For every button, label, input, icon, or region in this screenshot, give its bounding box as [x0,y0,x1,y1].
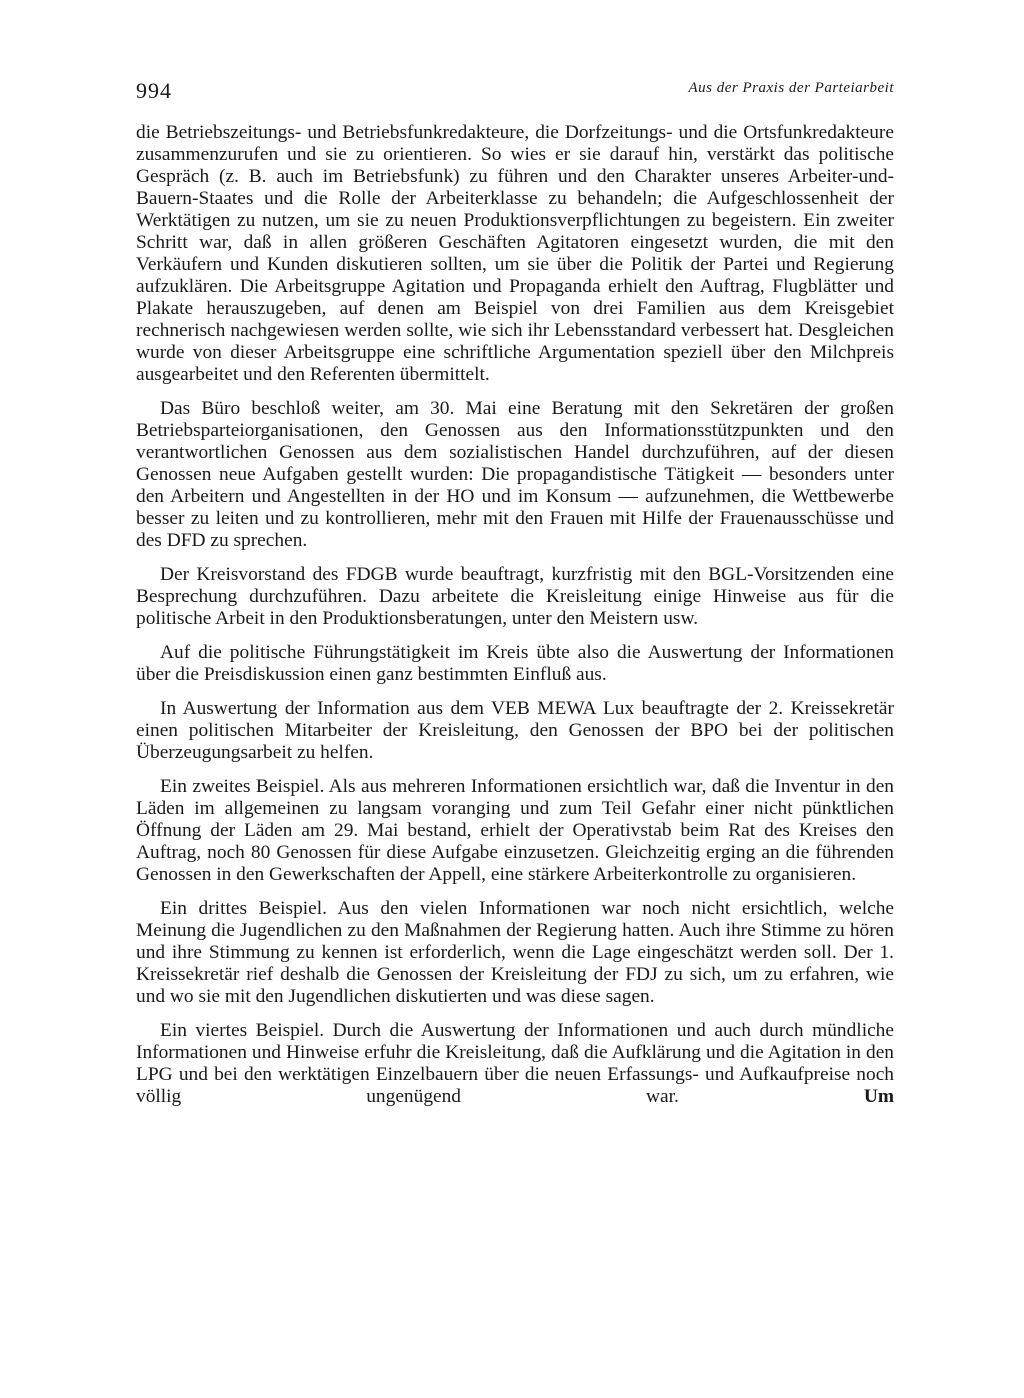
page-header [136,76,894,110]
paragraph-8 [136,1020,894,1108]
page-number: 994 [136,78,172,103]
running-title: Aus der Praxis der Parteiarbeit [688,80,894,96]
book-page [136,76,894,1120]
paragraph-2: Das Büro beschloß weiter, am 30. Mai eine Beratung mit den Sekretären der großen Betriebsparteiorganisationen, den Genossen aus den Informationsstützpunkten und den verantwortlichen Genossen aus dem sozialistischen Handel durchzuführen, auf der diesen Genossen neue Aufgaben gestellt wurden: Die propagandistische Tätigkeit — besonders unter den Arbeitern und Angestellten in der HO und im Konsum — aufzunehmen, die Wettbewerbe besser zu leiten und zu kontrollieren, mehr mit den Frauen mit Hilfe der Frauenausschüsse und des DFD zu sprechen. [136,398,894,551]
paragraph-4: Auf die politische Führungstätigkeit im Kreis übte also die Auswertung der Informationen über die Preisdiskussion einen ganz bestimmten Einfluß aus. [136,642,894,685]
paragraph-7: Ein drittes Beispiel. Aus den vielen Informationen war noch nicht ersichtlich, welche Meinung die Jugendlichen zu den Maßnahmen der Regierung hatten. Auch ihre Stimme zu hören und ihre Stimmung zu kennen ist erforderlich, wenn die Lage eingeschätzt werden soll. Der 1. Kreissekretär rief deshalb die Genossen der Kreisleitung der FDJ zu sich, um zu erfahren, wie und wo sie mit den Jugendlichen diskutierten und was diese sagen. [136,898,894,1007]
paragraph-5: In Auswertung der Information aus dem VEB MEWA Lux beauftragte der 2. Kreissekretär einen politischen Mitarbeiter der Kreisleitung, den Genossen der BPO bei der politischen Überzeugungsarbeit zu helfen. [136,698,894,763]
paragraph-8-tail: Um [863,1086,894,1107]
body-text [136,122,894,1108]
paragraph-6: Ein zweites Beispiel. Als aus mehreren Informationen ersichtlich war, daß die Inventur in den Läden im allgemeinen zu langsam voranging und zum Teil Gefahr einer nicht pünktlichen Öffnung der Läden am 29. Mai bestand, erhielt der Operativstab beim Rat des Kreises den Auftrag, noch 80 Genossen für diese Aufgabe einzusetzen. Gleichzeitig erging an die führenden Genossen in den Gewerkschaften der Appell, eine stärkere Arbeiterkontrolle zu organisieren. [136,776,894,885]
paragraph-1: die Betriebszeitungs- und Betriebsfunkredakteure, die Dorfzeitungs- und die Ortsfunkredakteure zusammenzurufen und sie zu orientieren. So wies er sie darauf hin, verstärkt das politische Gespräch (z. B. auch im Betriebsfunk) zu führen und den Charakter unseres Arbeiter-und-Bauern-Staates und die Rolle der Arbeiterklasse zu behandeln; die Aufgeschlossenheit der Werktätigen zu nutzen, um sie zu neuen Produktionsverpflichtungen zu begeistern. Ein zweiter Schritt war, daß in allen größeren Geschäften Agitatoren eingesetzt wurden, die mit den Verkäufern und Kunden diskutieren sollten, um sie über die Politik der Partei und Regierung aufzuklären. Die Arbeitsgruppe Agitation und Propaganda erhielt den Auftrag, Flugblätter und Plakate herauszugeben, auf denen am Beispiel von drei Familien aus dem Kreisgebiet rechnerisch nachgewiesen werden sollte, wie sich ihr Lebensstandard verbessert hat. Desgleichen wurde von dieser Arbeitsgruppe eine schriftliche Argumentation speziell über den Milchpreis ausgearbeitet und den Referenten übermittelt. [136,122,894,385]
paragraph-8-text: Ein viertes Beispiel. Durch die Auswertung der Informationen und auch durch mündliche Informationen und Hinweise erfuhr die Kreisleitung, daß die Aufklärung und die Agitation in den LPG und bei den werktätigen Einzelbauern über die neuen Erfassungs- und Aufkaufpreise noch völlig ungenügend war. [136,1020,894,1107]
paragraph-3: Der Kreisvorstand des FDGB wurde beauftragt, kurzfristig mit den BGL-Vorsitzenden eine Besprechung durchzuführen. Dazu arbeitete die Kreisleitung einige Hinweise aus für die politische Arbeit in den Produktionsberatungen, unter den Meistern usw. [136,564,894,629]
